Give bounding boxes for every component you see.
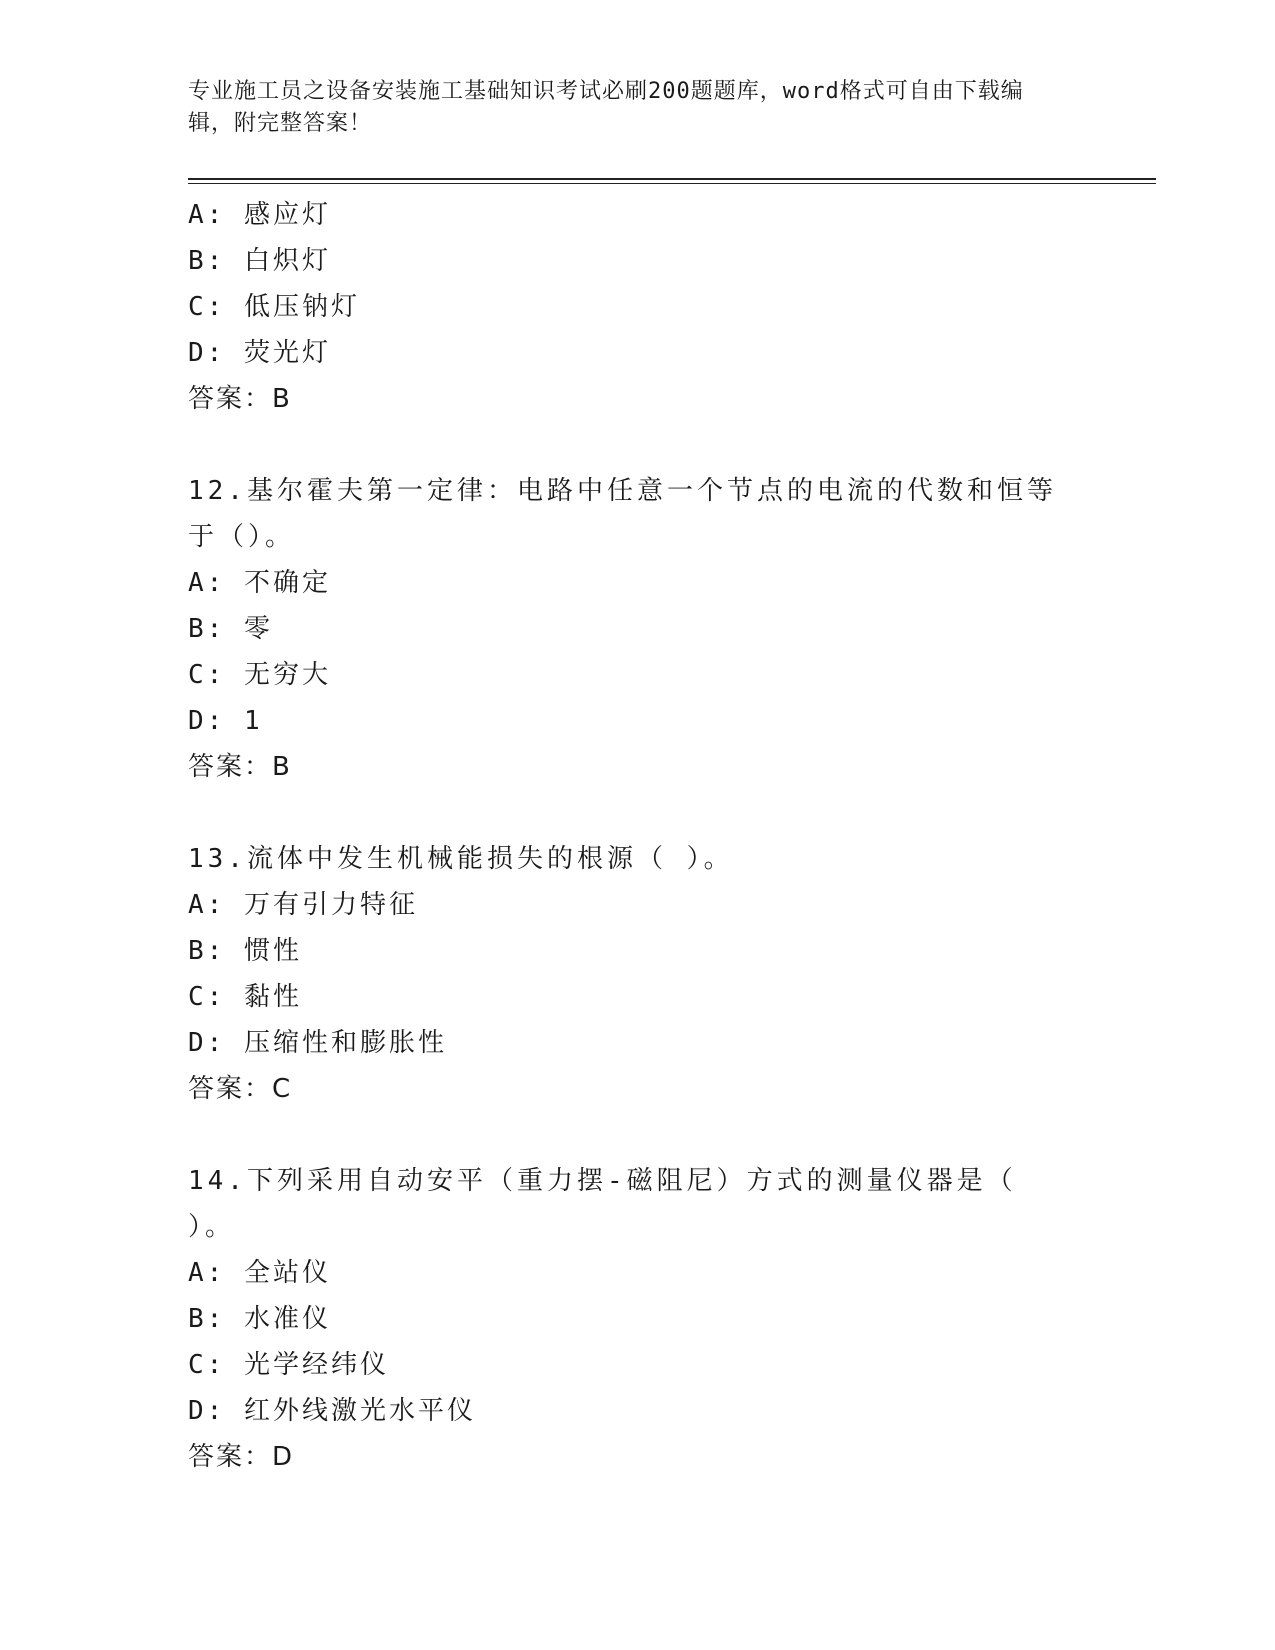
option-text: 红外线激光水平仪: [243, 1396, 476, 1426]
option-label: A: [188, 1258, 207, 1288]
answer-value: D: [272, 1442, 295, 1472]
header-divider: [188, 178, 1156, 184]
option-label: C: [188, 292, 207, 322]
option-c: C: 黏性: [188, 982, 302, 1012]
option-text: 水准仪: [243, 1304, 331, 1334]
option-label: A: [188, 568, 207, 598]
option-d: D: 红外线激光水平仪: [188, 1396, 476, 1426]
option-label: D: [188, 1028, 207, 1058]
answer-label: 答案：: [188, 384, 273, 414]
option-d: D: 1: [188, 706, 263, 736]
option-b: B: 水准仪: [188, 1304, 331, 1334]
option-label: B: [188, 246, 207, 276]
answer-line: [188, 1066, 1088, 1112]
option-label: B: [188, 936, 207, 966]
answer-value: C: [272, 1074, 293, 1104]
question-block: [188, 1158, 1088, 1480]
question-stem: 12.基尔霍夫第一定律：电路中任意一个节点的电流的代数和恒等于（）。: [188, 476, 1057, 552]
option-b: B: 白炽灯: [188, 246, 331, 276]
option-label: A: [188, 890, 207, 920]
option-text: 荧光灯: [243, 338, 331, 368]
option-label: B: [188, 1304, 207, 1334]
option-text: 黏性: [243, 982, 302, 1012]
answer-value: B: [272, 752, 292, 782]
answer-label: 答案：: [188, 752, 273, 782]
answer-label: 答案：: [188, 1074, 273, 1104]
option-text: 无穷大: [243, 660, 331, 690]
option-text: 不确定: [243, 568, 331, 598]
document-header: 专业施工员之设备安装施工基础知识考试必刷200题题库，word格式可自由下载编辑，附完整答案！: [188, 79, 1024, 136]
question-stem: 13.流体中发生机械能损失的根源（ ）。: [188, 844, 734, 874]
option-text: 感应灯: [243, 200, 331, 230]
option-a: A: 万有引力特征: [188, 890, 418, 920]
option-text: 零: [243, 614, 273, 644]
question-block: [188, 468, 1088, 790]
option-text: 万有引力特征: [243, 890, 418, 920]
option-d: D: 荧光灯: [188, 338, 331, 368]
option-d: D: 压缩性和膨胀性: [188, 1028, 447, 1058]
answer-line: [188, 376, 1088, 422]
option-a: A: 全站仪: [188, 1258, 331, 1288]
option-text: 惯性: [243, 936, 302, 966]
option-text: 全站仪: [243, 1258, 331, 1288]
option-label: A: [188, 200, 207, 230]
answer-value: B: [272, 384, 292, 414]
option-a: A: 感应灯: [188, 200, 331, 230]
option-label: D: [188, 706, 207, 736]
option-text: 压缩性和膨胀性: [243, 1028, 447, 1058]
option-b: B: 惯性: [188, 936, 302, 966]
answer-label: 答案：: [188, 1442, 273, 1472]
option-a: A: 不确定: [188, 568, 331, 598]
answer-line: [188, 744, 1088, 790]
option-c: C: 光学经纬仪: [188, 1350, 389, 1380]
question-stem: 14.下列采用自动安平（重力摆-磁阻尼）方式的测量仪器是（ ）。: [188, 1166, 1017, 1242]
option-label: C: [188, 660, 207, 690]
option-c: C: 低压钠灯: [188, 292, 360, 322]
question-block: [188, 192, 1088, 422]
option-label: C: [188, 982, 207, 1012]
option-label: D: [188, 1396, 207, 1426]
option-text: 低压钠灯: [243, 292, 360, 322]
option-text: 1: [243, 706, 263, 736]
option-c: C: 无穷大: [188, 660, 331, 690]
question-block: [188, 836, 1088, 1112]
option-label: C: [188, 1350, 207, 1380]
option-b: B: 零: [188, 614, 273, 644]
option-text: 白炽灯: [243, 246, 331, 276]
option-label: B: [188, 614, 207, 644]
option-label: D: [188, 338, 207, 368]
question-list: [188, 192, 1088, 1526]
answer-line: [188, 1434, 1088, 1480]
option-text: 光学经纬仪: [243, 1350, 389, 1380]
